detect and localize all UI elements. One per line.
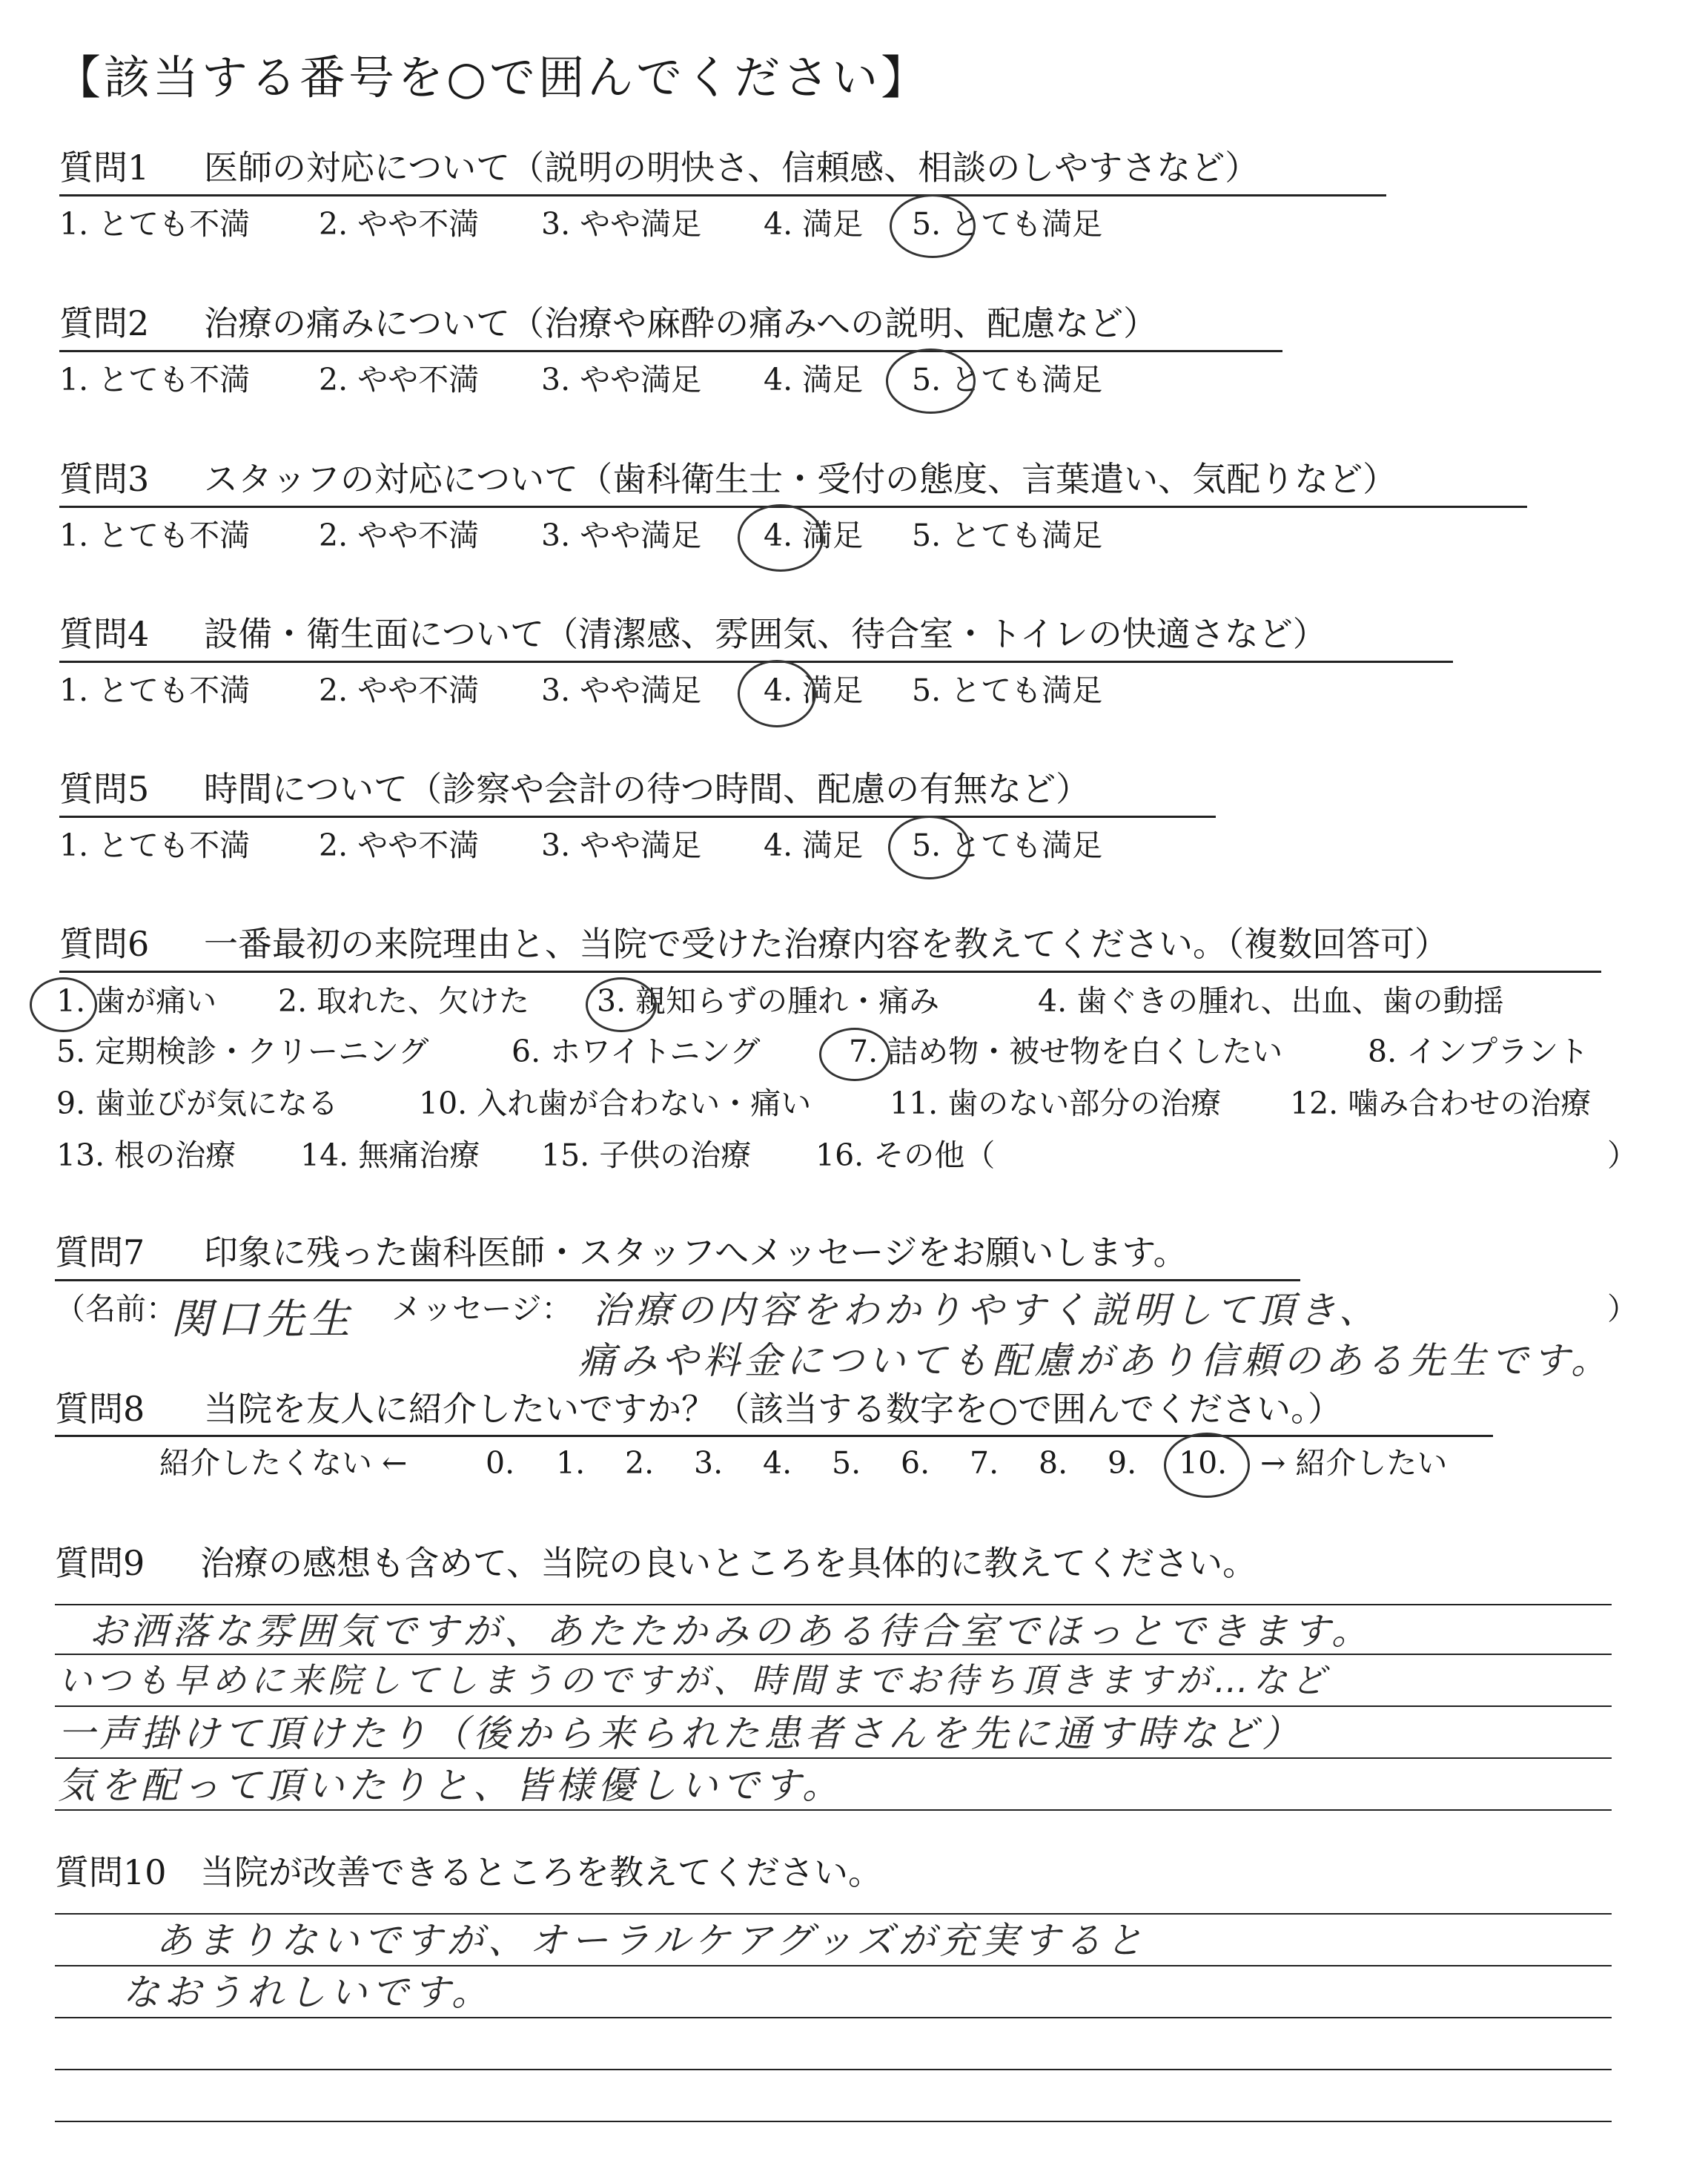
name-label: （名前： (55, 1291, 176, 1327)
answer-rule (55, 1604, 1612, 1605)
close-paren: ） (1607, 1291, 1638, 1327)
scale-number-3[interactable]: 3. (694, 1445, 724, 1481)
option-1[interactable]: 1. とても不満 (59, 362, 251, 397)
option-5[interactable]: 5. とても満足 (912, 673, 1103, 708)
underline (59, 350, 1282, 352)
question-label: 質問8 (55, 1389, 145, 1429)
answer-rule (55, 1654, 1612, 1655)
question-label: 質問3 (59, 459, 150, 499)
q6-option-3[interactable]: 3. 親知らずの腫れ・痛み (597, 983, 940, 1019)
answer-rule (55, 2121, 1612, 2122)
handwritten-message-line-2: 痛みや料金についても配慮があり信頼のある先生です。 (578, 1339, 1612, 1382)
underline (59, 194, 1386, 196)
underline (59, 816, 1216, 818)
option-1[interactable]: 1. とても不満 (59, 828, 251, 863)
answer-rule (55, 1757, 1612, 1759)
underline (55, 1279, 1300, 1281)
scale-number-9[interactable]: 9. (1108, 1445, 1137, 1481)
selection-circle (30, 977, 97, 1032)
q6-option-13[interactable]: 13. 根の治療 (56, 1137, 236, 1173)
option-3[interactable]: 3. やや満足 (541, 362, 702, 397)
scale-number-8[interactable]: 8. (1039, 1445, 1068, 1481)
question-text: 当院が改善できるところを教えてください。 (200, 1852, 882, 1892)
option-2[interactable]: 2. やや不満 (319, 673, 480, 708)
q6-option-16[interactable]: 16. その他（ (815, 1137, 996, 1173)
answer-rule (55, 1809, 1612, 1811)
handwritten-answer-line-1: お洒落な雰囲気ですが、あたたかみのある待合室でほっとできます。 (89, 1610, 1373, 1653)
q6-option-5[interactable]: 5. 定期検診・クリーニング (56, 1034, 429, 1069)
underline (55, 1435, 1493, 1437)
q6-option-7[interactable]: 7. 詰め物・被せ物を白くしたい (849, 1034, 1283, 1069)
question-text: 印象に残った歯科医師・スタッフへメッセージをお願いします。 (204, 1232, 1188, 1272)
scale-number-2[interactable]: 2. (625, 1445, 655, 1481)
option-3[interactable]: 3. やや満足 (541, 828, 702, 863)
selection-circle (738, 660, 816, 727)
message-label: メッセージ： (391, 1291, 572, 1327)
option-5[interactable]: 5. とても満足 (912, 518, 1103, 553)
option-3[interactable]: 3. やや満足 (541, 206, 702, 242)
q6-option-4[interactable]: 4. 歯ぐきの腫れ、出血、歯の動揺 (1038, 983, 1504, 1019)
scale-number-0[interactable]: 0. (486, 1445, 515, 1481)
question-label: 質問10 (55, 1852, 167, 1892)
selection-circle (819, 1028, 890, 1081)
answer-rule (55, 1913, 1612, 1915)
question-text: 時間について（診察や会計の待つ時間、配慮の有無など） (204, 769, 1090, 809)
question-text: 設備・衛生面について（清潔感、雰囲気、待合室・トイレの快適さなど） (204, 614, 1327, 654)
q6-option-9[interactable]: 9. 歯並びが気になる (56, 1086, 339, 1121)
question-text: 治療の痛みについて（治療や麻酔の痛みへの説明、配慮など） (204, 303, 1158, 343)
option-4[interactable]: 4. 満足 (764, 673, 864, 708)
page-title: 【該当する番号を○で囲んでください】 (55, 50, 930, 105)
q6-option-6[interactable]: 6. ホワイトニング (512, 1034, 761, 1069)
option-2[interactable]: 2. やや不満 (319, 828, 480, 863)
scale-number-7[interactable]: 7. (970, 1445, 999, 1481)
q6-option-2[interactable]: 2. 取れた、欠けた (278, 983, 530, 1019)
answer-rule (55, 2069, 1612, 2070)
scale-number-1[interactable]: 1. (556, 1445, 586, 1481)
q6-option-10[interactable]: 10. 入れ歯が合わない・痛い (419, 1086, 812, 1121)
q6-option-14[interactable]: 14. 無痛治療 (300, 1137, 480, 1173)
handwritten-answer-line-4: 気を配って頂いたりと、皆様優しいです。 (58, 1764, 844, 1807)
option-4[interactable]: 4. 満足 (764, 362, 864, 397)
scale-number-4[interactable]: 4. (763, 1445, 792, 1481)
option-4[interactable]: 4. 満足 (764, 206, 864, 242)
question-label: 質問2 (59, 303, 150, 343)
selection-circle (586, 977, 657, 1032)
scale-left-label: 紹介したくない ← (159, 1445, 408, 1481)
option-5[interactable]: 5. とても満足 (912, 828, 1103, 863)
option-2[interactable]: 2. やや不満 (319, 206, 480, 242)
option-1[interactable]: 1. とても不満 (59, 518, 251, 553)
question-text: 治療の感想も含めて、当院の良いところを具体的に教えてください。 (200, 1543, 1257, 1583)
handwritten-answer-line-2: いつも早めに来院してしまうのですが、時間までお待ち頂きますが…など (58, 1660, 1330, 1700)
scale-right-label: → 紹介したい (1260, 1445, 1448, 1481)
handwritten-name: 関口先生 (171, 1295, 354, 1344)
option-4[interactable]: 4. 満足 (764, 518, 864, 553)
question-label: 質問6 (59, 924, 150, 964)
scale-number-5[interactable]: 5. (832, 1445, 861, 1481)
option-3[interactable]: 3. やや満足 (541, 518, 702, 553)
selection-circle (1164, 1433, 1250, 1498)
option-3[interactable]: 3. やや満足 (541, 673, 702, 708)
handwritten-answer-line-2: なおうれしいです。 (122, 1971, 493, 2014)
q6-option-12[interactable]: 12. 噛み合わせの治療 (1290, 1086, 1592, 1121)
question-label: 質問9 (55, 1543, 145, 1583)
q6-option-1[interactable]: 1. 歯が痛い (56, 983, 217, 1019)
selection-circle (738, 504, 824, 572)
answer-rule (55, 1705, 1612, 1707)
question-text: 一番最初の来院理由と、当院で受けた治療内容を教えてください。（複数回答可） (204, 924, 1449, 964)
selection-circle (890, 194, 976, 258)
selection-circle (888, 816, 970, 879)
q6-option-15[interactable]: 15. 子供の治療 (541, 1137, 752, 1173)
q6-option-8[interactable]: 8. インプラント (1368, 1034, 1589, 1069)
selection-circle (886, 349, 976, 414)
question-label: 質問4 (59, 614, 150, 654)
underline (59, 661, 1453, 663)
close-paren: ） (1607, 1137, 1638, 1173)
answer-rule (55, 1965, 1612, 1966)
underline (59, 971, 1601, 973)
option-1[interactable]: 1. とても不満 (59, 673, 251, 708)
question-label: 質問7 (55, 1232, 145, 1272)
option-5[interactable]: 5. とても満足 (912, 362, 1103, 397)
scale-number-10[interactable]: 10. (1179, 1445, 1228, 1481)
scale-number-6[interactable]: 6. (901, 1445, 930, 1481)
option-4[interactable]: 4. 満足 (764, 828, 864, 863)
question-text: 医師の対応について（説明の明快さ、信頼感、相談のしやすさなど） (204, 148, 1260, 188)
handwritten-message-line-1: 治療の内容をわかりやすく説明して頂き、 (593, 1289, 1380, 1332)
handwritten-answer-line-3: 一声掛けて頂けたり（後から来られた患者さんを先に通す時など） (58, 1712, 1303, 1755)
option-2[interactable]: 2. やや不満 (319, 518, 480, 553)
question-text: スタッフの対応について（歯科衛生士・受付の態度、言葉遣い、気配りなど） (204, 459, 1397, 499)
option-5[interactable]: 5. とても満足 (912, 206, 1103, 242)
question-text: 当院を友人に紹介したいですか？（該当する数字を○で囲んでください。） (204, 1389, 1343, 1429)
handwritten-answer-line-1: あまりないですが、オーラルケアグッズが充実すると (156, 1919, 1148, 1962)
option-2[interactable]: 2. やや不満 (319, 362, 480, 397)
option-1[interactable]: 1. とても不満 (59, 206, 251, 242)
q6-option-11[interactable]: 11. 歯のない部分の治療 (890, 1086, 1222, 1121)
question-label: 質問1 (59, 148, 150, 188)
question-label: 質問5 (59, 769, 150, 809)
answer-rule (55, 2017, 1612, 2018)
